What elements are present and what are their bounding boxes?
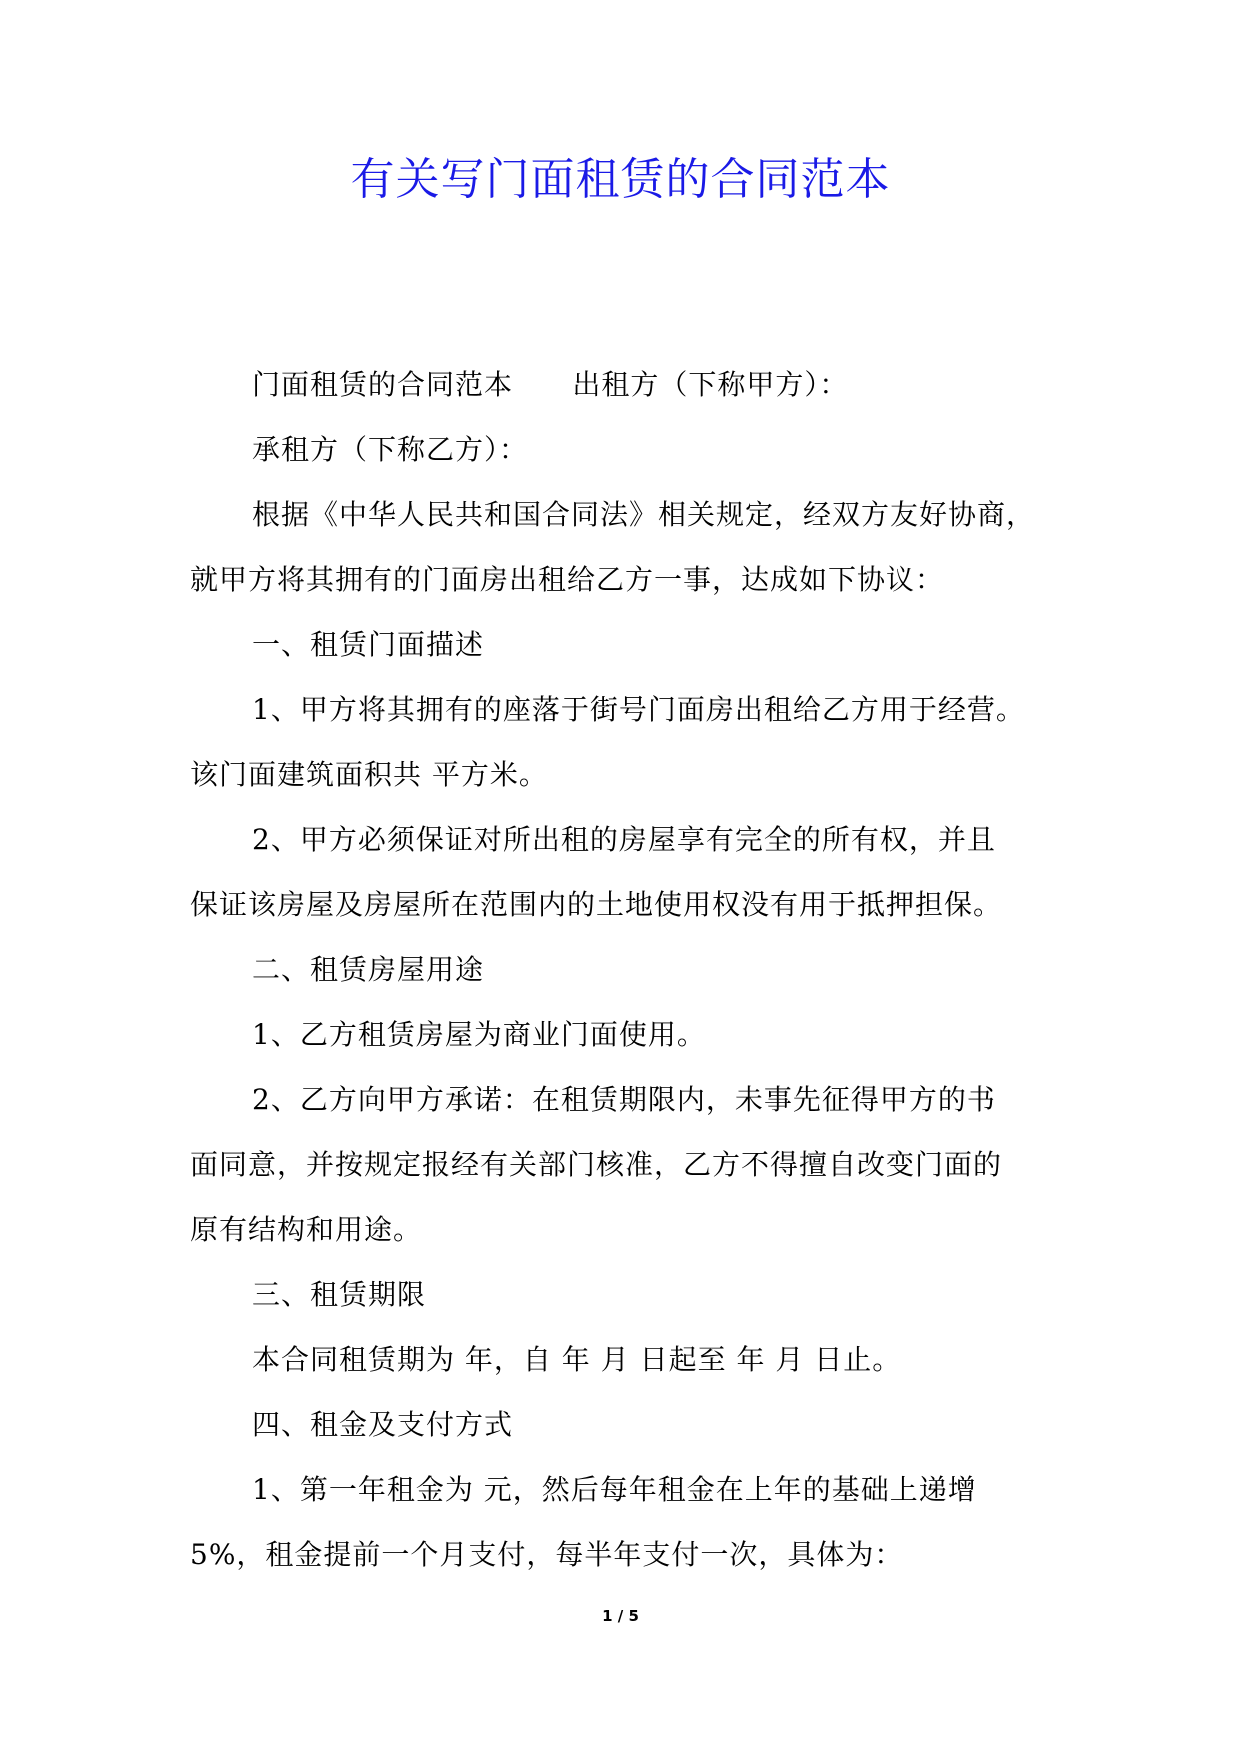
body-line: 原有结构和用途。 bbox=[190, 1213, 423, 1246]
page-number: 1 / 5 bbox=[602, 1607, 639, 1625]
body-line: 该门面建筑面积共 平方米。 bbox=[190, 758, 548, 791]
body-line: 承租方（下称乙方）： bbox=[252, 433, 529, 466]
body-line: 1、甲方将其拥有的座落于街号门面房出租给乙方用于经营。 bbox=[252, 693, 1025, 726]
body-line: 四、租金及支付方式 bbox=[252, 1408, 514, 1441]
body-line: 一、租赁门面描述 bbox=[252, 628, 485, 661]
document-body bbox=[190, 352, 1070, 1587]
body-line: 5%，租金提前一个月支付，每半年支付一次，具体为： bbox=[190, 1538, 904, 1571]
body-line: 二、租赁房屋用途 bbox=[252, 953, 485, 986]
body-line: 保证该房屋及房屋所在范围内的土地使用权没有用于抵押担保。 bbox=[190, 888, 1003, 921]
body-line: 本合同租赁期为 年，自 年 月 日起至 年 月 日止。 bbox=[252, 1343, 902, 1376]
body-line: 1、乙方租赁房屋为商业门面使用。 bbox=[252, 1018, 706, 1051]
body-line: 2、甲方必须保证对所出租的房屋享有完全的所有权，并且 bbox=[252, 823, 996, 856]
body-line: 根据《中华人民共和国合同法》相关规定，经双方友好协商， bbox=[252, 498, 1036, 531]
body-line: 三、租赁期限 bbox=[252, 1278, 427, 1311]
body-line: 1、第一年租金为 元，然后每年租金在上年的基础上递增 bbox=[252, 1473, 977, 1506]
body-line: 2、乙方向甲方承诺：在租赁期限内，未事先征得甲方的书 bbox=[252, 1083, 996, 1116]
body-line: 就甲方将其拥有的门面房出租给乙方一事，达成如下协议： bbox=[190, 563, 945, 596]
document-title: 有关写门面租赁的合同范本 bbox=[350, 154, 891, 205]
body-line: 门面租赁的合同范本 出租方（下称甲方）： bbox=[252, 368, 849, 401]
body-line: 面同意，并按规定报经有关部门核准，乙方不得擅自改变门面的 bbox=[190, 1148, 1003, 1181]
